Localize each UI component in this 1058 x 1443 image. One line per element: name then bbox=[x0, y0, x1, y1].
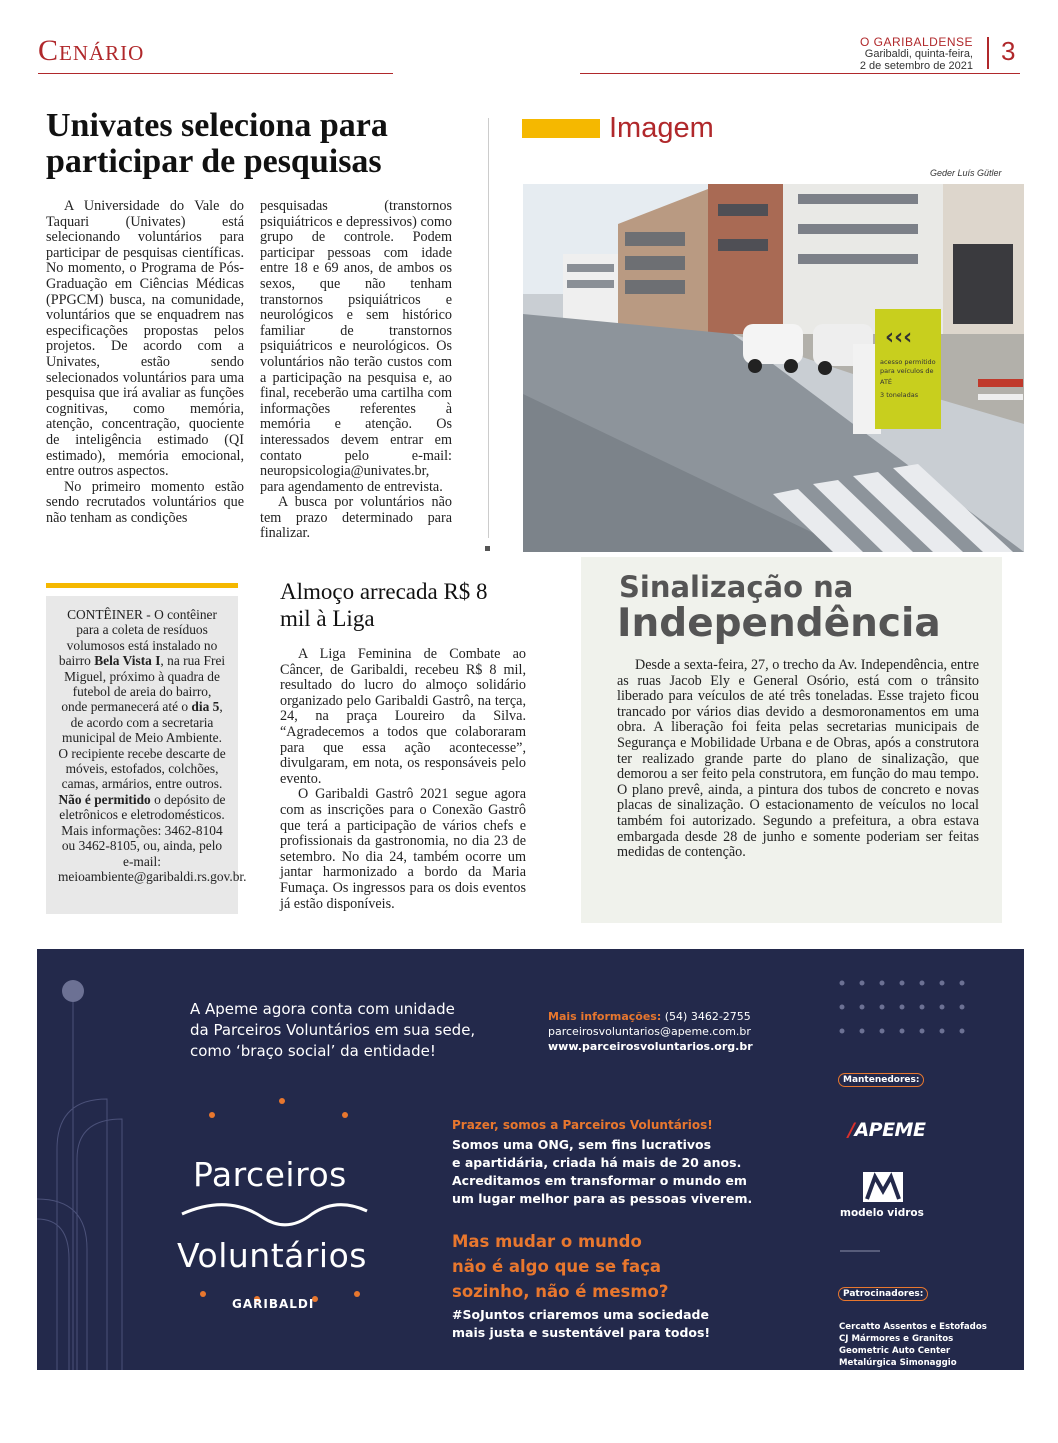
dateline: 2 de setembro de 2021 bbox=[859, 60, 973, 72]
contact-label: Mais informações: bbox=[548, 1010, 662, 1023]
sponsor-item: Geometric Auto Center bbox=[839, 1346, 951, 1356]
parceiros-ad bbox=[37, 949, 1024, 1370]
modelo-vidros-logo: modelo vidros bbox=[840, 1207, 924, 1219]
article-paragraph: O Garibaldi Gastrô 2021 segue agora com as inscrições para o Conexão Gastrô que terá a participação de vários chefs e profissionais da gastronomia, no dia 23 de setembro. No dia 24, também ocorre um jantar harmonizado a bordo da Maria Fumaça. Os ingressos para os dois eventos já estão disponíveis. bbox=[280, 786, 526, 912]
photo-credit: Geder Luís Gütler bbox=[930, 168, 1002, 178]
text-run: - O contêiner para a coleta de resíduos volumosos está instalado no bairro bbox=[58, 607, 218, 669]
apeme-logo: /APEME bbox=[848, 1119, 926, 1141]
ad-about-line: Acreditamos em transformar o mundo em bbox=[452, 1173, 747, 1188]
ad-question bbox=[452, 1229, 668, 1304]
ad-question-line: não é algo que se faça bbox=[452, 1257, 662, 1276]
imagem-accent-bar bbox=[522, 119, 600, 138]
sponsor-item: Metalúrgica Simonaggio bbox=[839, 1358, 957, 1368]
almoco-headline: Almoço arrecada R$ 8 mil à Liga bbox=[280, 579, 488, 631]
bold-run: dia 5 bbox=[191, 699, 220, 715]
ad-closing-line: mais justa e sustentável para todos! bbox=[452, 1325, 711, 1340]
header-rule bbox=[580, 73, 1020, 74]
apeme-logo-text: APEME bbox=[854, 1119, 926, 1141]
ad-intro-line: da Parceiros Voluntários em sua sede, bbox=[190, 1021, 476, 1039]
contact-phone: (54) 3462-2755 bbox=[661, 1010, 751, 1023]
article-headline: Univates seleciona para participar de pesquisas bbox=[46, 107, 388, 180]
article-paragraph: A Universidade do Vale do Taquari (Univates) está selecionando voluntários para participar de pesquisas científicas. No momento, o Programa de Pós-Graduação em Ciências Médicas (PPGCM) busca, na comunidade, voluntários que se enquadrem nas especificações propostas pelos projetos. De acordo com a Univates, estão sendo selecionados voluntários para uma pesquisa que irá avaliar as funções cognitivas, como memória, atenção, concentração, quociente de inteligência estimado (QI estimado), memória emocional, entre outros aspectos. bbox=[46, 198, 244, 480]
ad-about-line: Somos uma ONG, sem fins lucrativos bbox=[452, 1137, 712, 1152]
contact-email[interactable]: parceirosvoluntarios@apeme.com.br bbox=[548, 1025, 751, 1038]
sinalizacao-title: Sinalização na bbox=[619, 570, 854, 604]
article-paragraph: Desde a sexta-feira, 27, o trecho da Av. Independência, entre as ruas Jacob Ely e General Osório, está com o trânsito liberado para veículos de até três toneladas. Esse trajeto ficou trancado por vários dias devido a desmoronamentos em uma obra. A liberação foi feita pelas secretarias municipais de Segurança e Mobilidade Urbana e de Obras, após a construtora ter realizado grande parte do plano de sinalização, que demorou a ser feito pela construtora, em função do mau tempo. O plano prevê, ainda, a pintura dos tubos de concreto e novas placas de sinalização. O estacionamento de veículos no local também foi autorizado. Segundo a prefeitura, a obra estava embargada desde 28 de junho e somente poderiam ser feitas medidas de contenção. bbox=[617, 657, 979, 861]
ad-intro-line: como ‘braço social’ da entidade! bbox=[190, 1042, 436, 1060]
logo-parceiros: Parceiros bbox=[193, 1155, 347, 1194]
ad-about bbox=[452, 1136, 752, 1208]
ad-intro-line: A Apeme agora conta com unidade bbox=[190, 1000, 455, 1018]
sponsor-item: Cercatto Assentos e Estofados bbox=[839, 1322, 987, 1332]
divider-dot bbox=[485, 546, 490, 551]
patrocinadores-list bbox=[839, 1321, 987, 1369]
sinalizacao-body bbox=[617, 658, 979, 861]
svg-text:‹‹‹: ‹‹‹ bbox=[885, 325, 913, 350]
ad-about-line: um lugar melhor para as pessoas viverem. bbox=[452, 1191, 753, 1206]
patrocinadores-badge: Patrocinadores: bbox=[838, 1287, 928, 1301]
ad-about-line: e apartidária, criada há mais de 20 anos. bbox=[452, 1155, 742, 1170]
text-run: , na rua Frei Miguel, próximo à quadra de futebol de areia do bairro, onde permanecerá até o bbox=[61, 653, 226, 715]
sign-text: 3 toneladas bbox=[880, 391, 919, 399]
dateline: Garibaldi, quinta-feira, bbox=[864, 48, 973, 60]
ad-hello: Prazer, somos a Parceiros Voluntários! bbox=[452, 1118, 713, 1132]
sinalizacao-title: Independência bbox=[617, 601, 941, 646]
article-paragraph: pesquisadas (transtornos psiquiátricos e depressivos) como grupo de controle. Podem participar pessoas com idade entre 18 e 69 anos, de ambos os sexos, que não tenham transtornos psiquiátricos e neurológicos e sem histórico familiar de transtornos psiquiátricos e neurológicos. Os voluntários não terão custos com a participação na pesquisa e, ao final, receberão uma cartilha com informações referentes à memória e atenção. Os interessados devem entrar em contato pelo e-mail: neuropsicologia@univates.br, para agendamento de entrevista. bbox=[260, 198, 452, 495]
article-paragraph: A Liga Feminina de Combate ao Câncer, de Garibaldi, recebeu R$ 8 mil, resultado do lucro do almoço solidário organizado pelo Garibaldi Gastrô, na terça, 24, na praça Loureiro da Silva. “Agradecemos a todos que colaboraram para que essa ação acontecesse”, divulgaram, em nota, os responsáveis pelo evento. bbox=[280, 646, 526, 787]
imagem-section-title: Imagem bbox=[609, 112, 714, 144]
logo-voluntarios: Voluntários bbox=[177, 1236, 367, 1275]
page-number-separator bbox=[987, 37, 989, 69]
conteiner-lead: CONTÊINER bbox=[67, 607, 143, 622]
bold-run: Bela Vista I bbox=[94, 653, 161, 669]
ad-question-line: sozinho, não é mesmo? bbox=[452, 1282, 669, 1301]
bold-run: Não é permitido bbox=[58, 791, 151, 807]
contact-website[interactable]: www.parceirosvoluntarios.org.br bbox=[548, 1040, 753, 1053]
article-column-1 bbox=[46, 199, 244, 526]
box-accent-bar bbox=[46, 583, 238, 588]
conteiner-text bbox=[58, 607, 247, 884]
sign-text: ATÉ bbox=[880, 378, 893, 386]
text-run: o depósito de eletrônicos e eletrodomésticos. Mais informações: 3462-8104 ou 3462-8105, ou, ainda, pelo e-mail: meioambiente@garibaldi.rs.gov.br. bbox=[58, 791, 247, 884]
ad-closing bbox=[452, 1306, 710, 1342]
ad-intro bbox=[190, 999, 475, 1062]
ad-contact bbox=[548, 1009, 753, 1054]
article-paragraph: No primeiro momento estão sendo recrutados voluntários que não tenham as condições bbox=[46, 478, 244, 526]
masthead bbox=[860, 36, 973, 72]
ad-question-line: Mas mudar o mundo bbox=[452, 1232, 642, 1251]
street-photo bbox=[523, 184, 1024, 552]
section-label: Cenário bbox=[38, 34, 145, 67]
article-column-2 bbox=[260, 199, 452, 542]
mantenedores-badge: Mantenedores: bbox=[838, 1073, 924, 1087]
text-run: , de acordo com a secretaria municipal de Meio Ambiente. O recipiente recebe descarte de móveis, estofados, colchões, camas, armários, entre outros. bbox=[58, 699, 226, 792]
column-divider bbox=[488, 118, 489, 538]
article-paragraph: A busca por voluntários não tem prazo determinado para finalizar. bbox=[260, 494, 452, 542]
sign-text: para veículos de bbox=[880, 367, 934, 375]
sponsor-item: CJ Mármores e Granitos bbox=[839, 1334, 954, 1344]
sign-text: acesso permitido bbox=[880, 358, 936, 366]
logo-city: GARIBALDI bbox=[232, 1297, 315, 1311]
page-number: 3 bbox=[1001, 36, 1016, 66]
paper-name: O GARIBALDENSE bbox=[859, 35, 973, 49]
header-rule bbox=[38, 73, 393, 74]
ad-closing-line: #SoJuntos criaremos uma sociedade bbox=[452, 1307, 709, 1322]
almoco-body bbox=[280, 647, 526, 912]
